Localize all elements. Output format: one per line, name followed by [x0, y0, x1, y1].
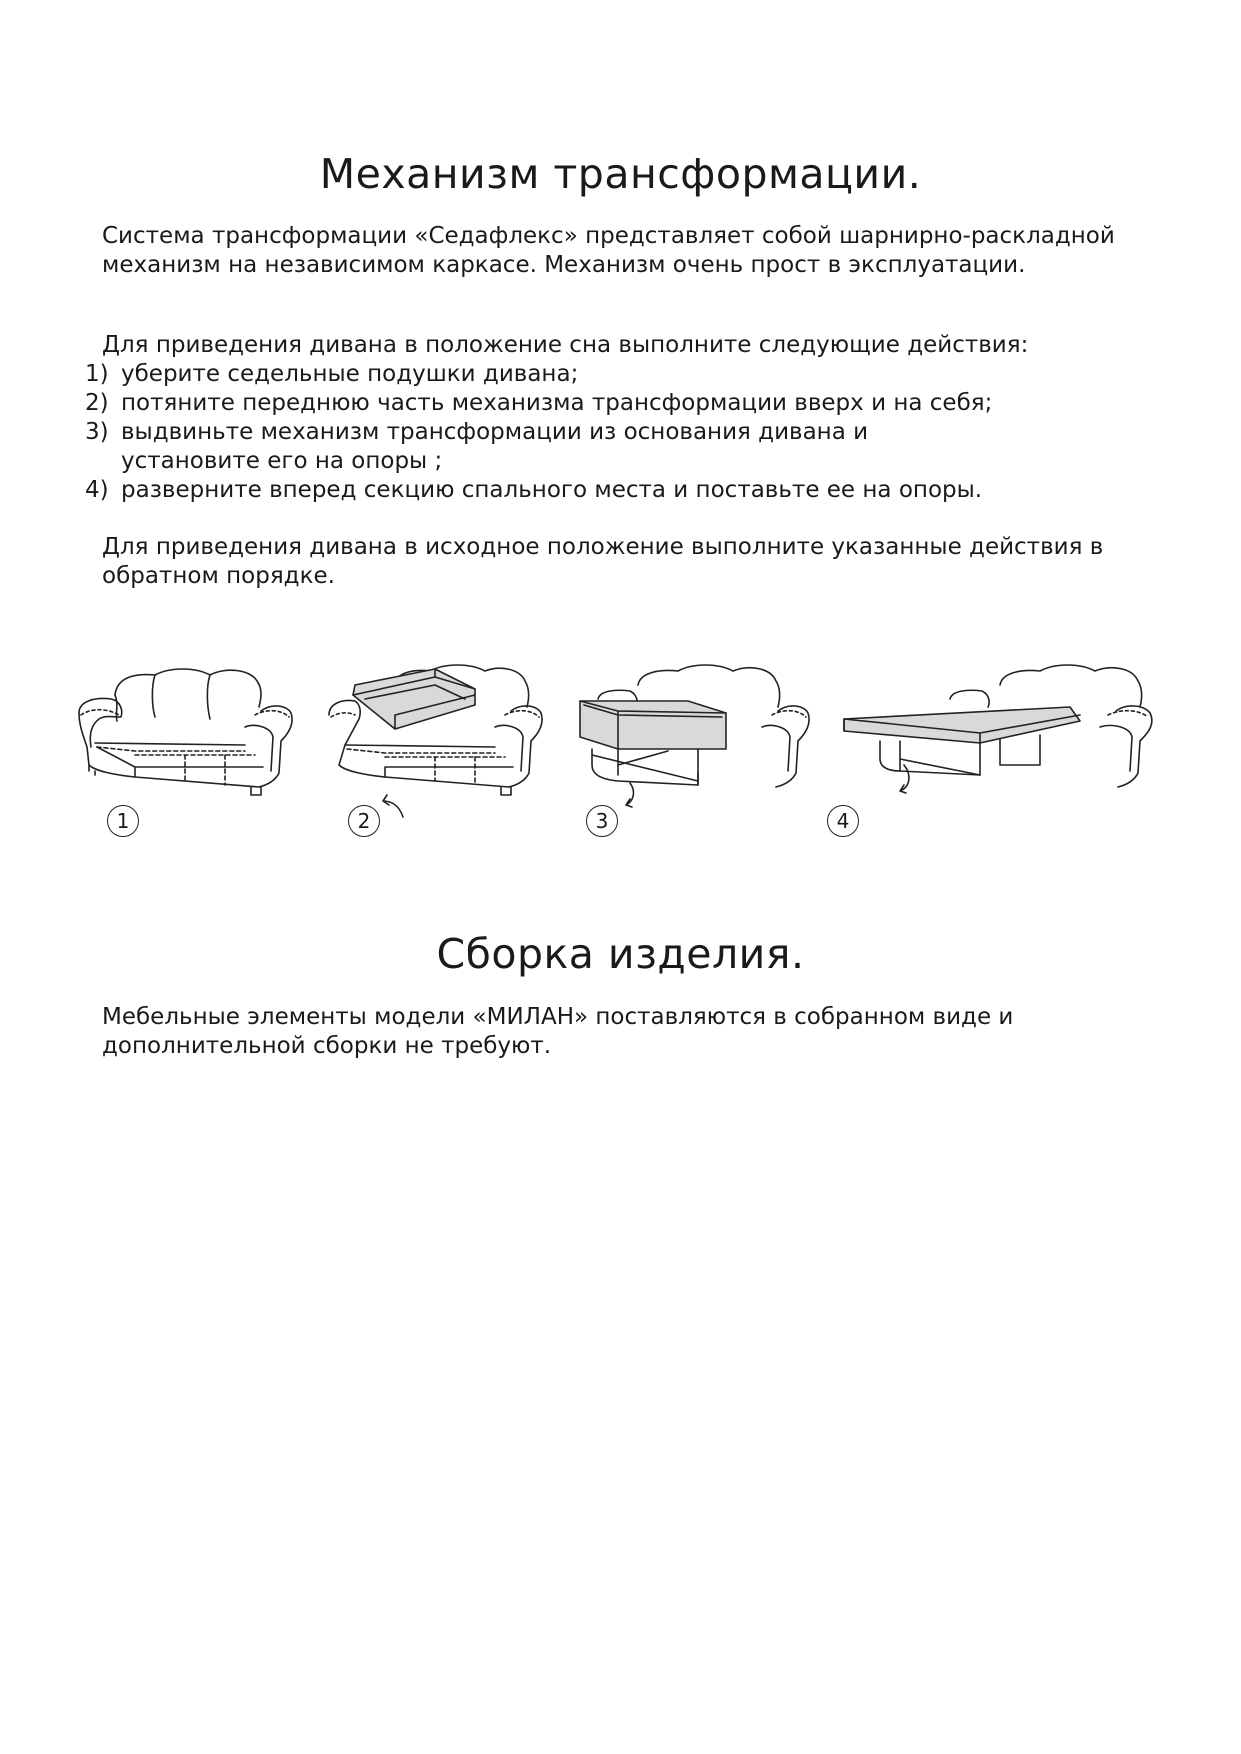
section-title-transformation: Механизм трансформации. [319, 150, 922, 198]
list-item: 4) разверните вперед секцию спального места и поставьте ее на опоры. [85, 477, 983, 503]
step-number-2: 2 [348, 805, 380, 837]
steps-list [85, 360, 1165, 505]
sofa-figure-4 [840, 655, 1160, 835]
steps-intro: Для приведения дивана в положение сна выполните следующие действия: [102, 332, 1029, 358]
sofa-figure-1 [75, 655, 295, 835]
step-number-4: 4 [827, 805, 859, 837]
intro-paragraph: Система трансформации «Седафлекс» представляет собой шарнирно-раскладной механизм на независимом каркасе. Механизм очень прост в эксплуатации. [102, 223, 1115, 278]
reverse-paragraph: Для приведения дивана в исходное положение выполните указанные действия в обратном порядке. [102, 534, 1104, 589]
step-number-1: 1 [107, 805, 139, 837]
sofa-figure-3 [578, 655, 813, 835]
step-number-3: 3 [586, 805, 618, 837]
section-title-assembly: Сборка изделия. [436, 930, 805, 978]
list-item: 3) выдвиньте механизм трансформации из основания дивана и установите его на опоры ; [85, 419, 869, 474]
list-item: 2) потяните переднюю часть механизма трансформации вверх и на себя; [85, 390, 993, 416]
list-item: 1) уберите седельные подушки дивана; [85, 361, 579, 387]
assembly-paragraph: Мебельные элементы модели «МИЛАН» поставляются в собранном виде и дополнительной сборки не требуют. [102, 1004, 1014, 1059]
